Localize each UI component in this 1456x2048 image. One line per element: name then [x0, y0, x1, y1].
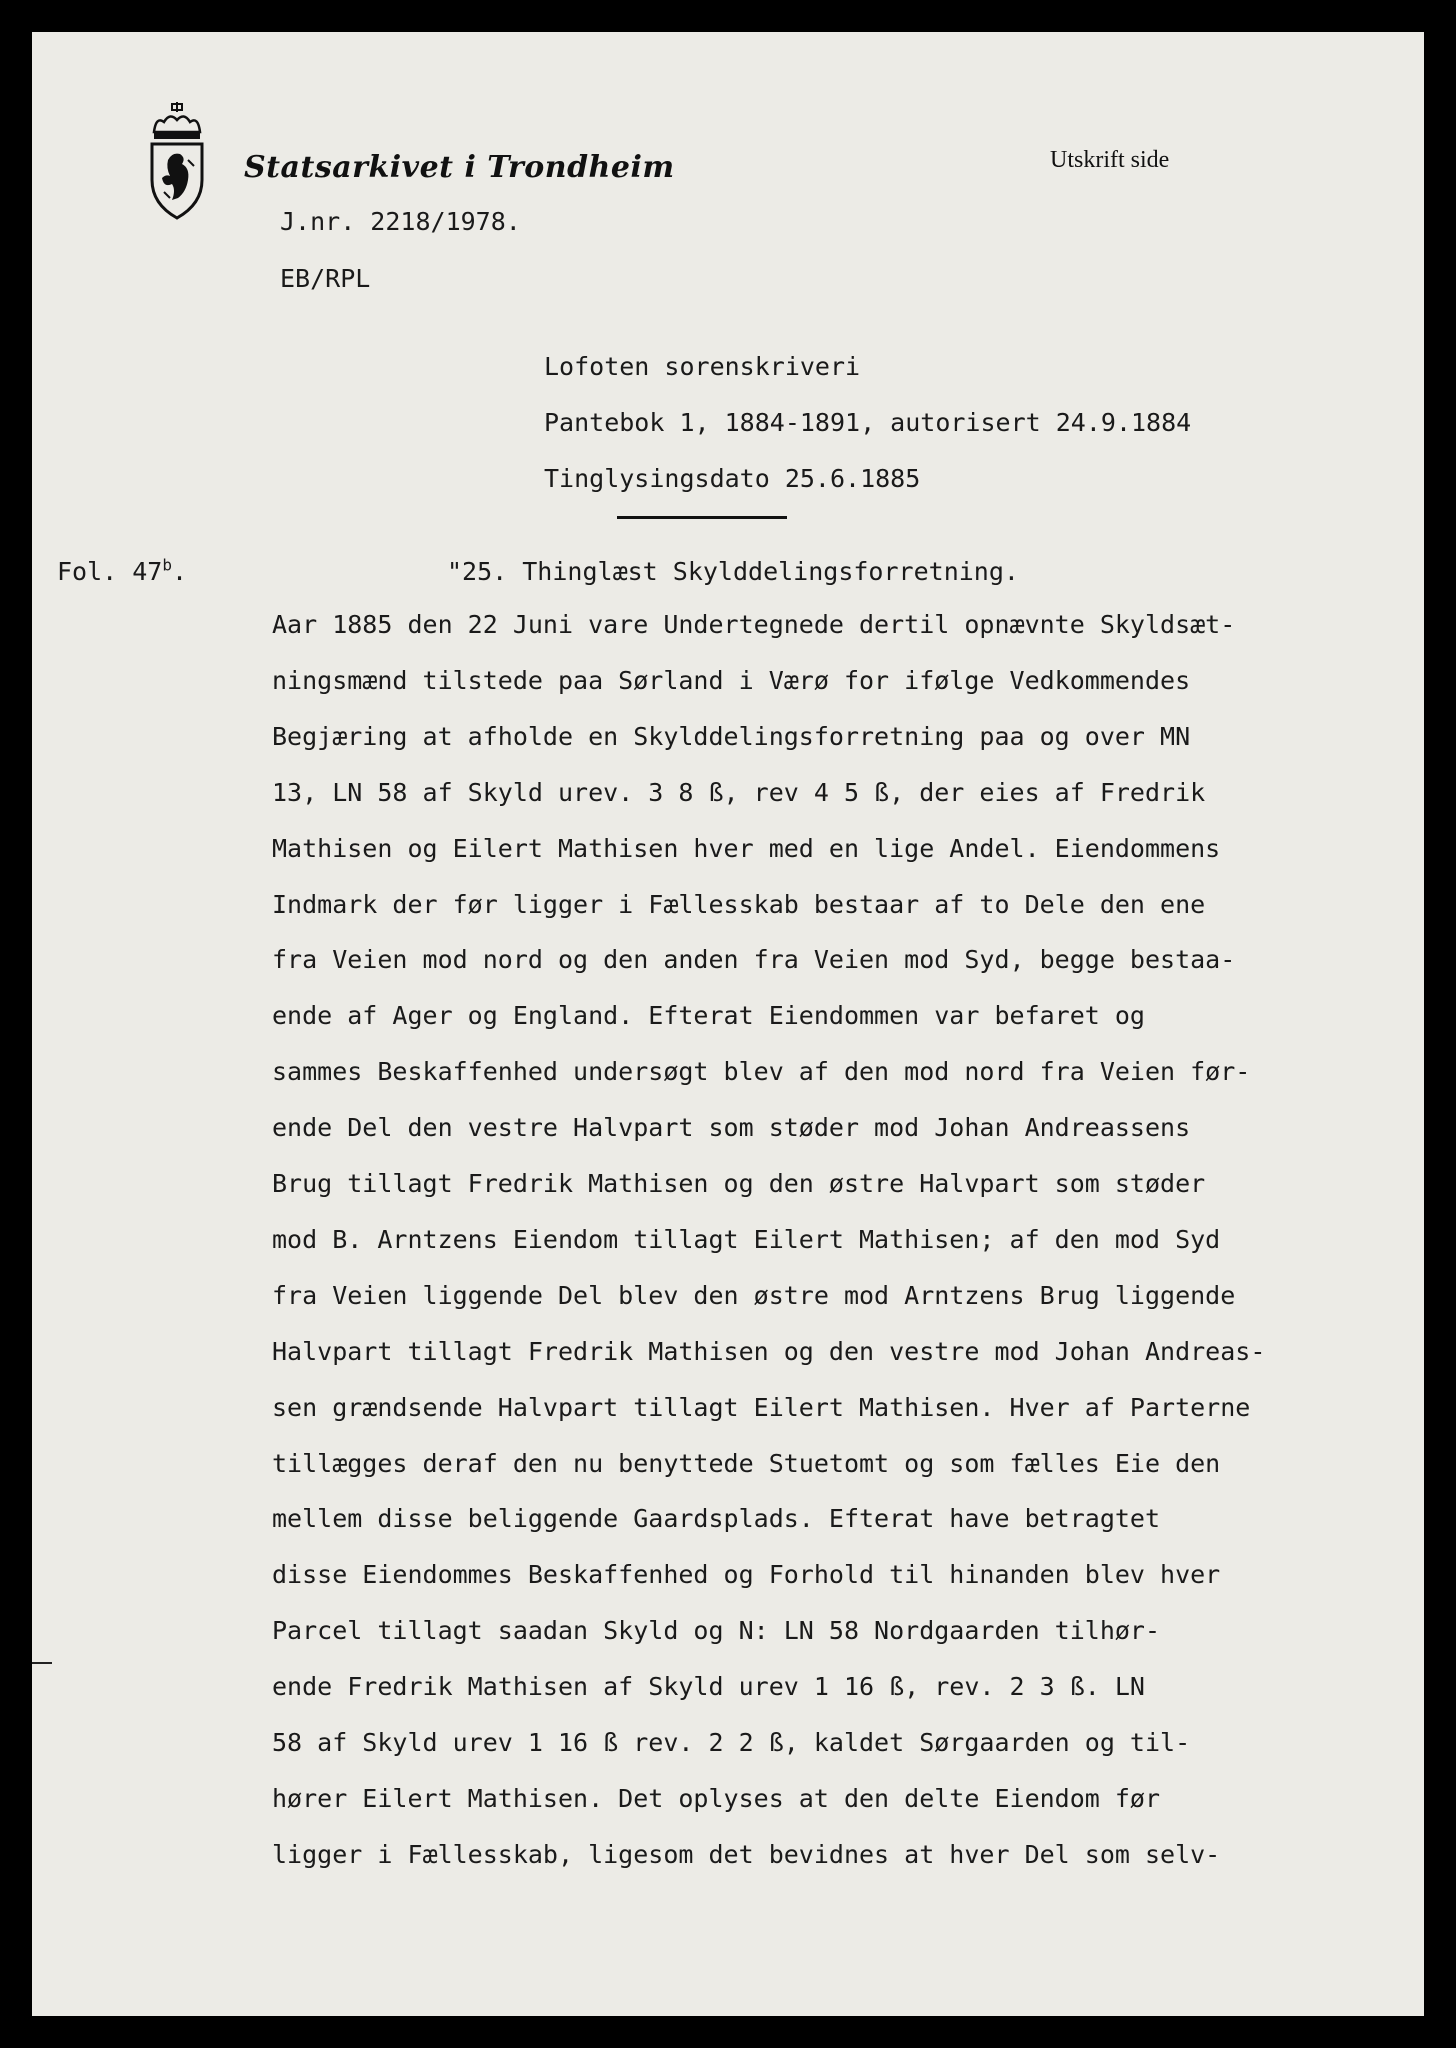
body-line: ende af Ager og England. Efterat Eiendommen var befaret og	[272, 1001, 1145, 1030]
body-line: ende Del den vestre Halvpart som støder mod Johan Andreassens	[272, 1113, 1191, 1142]
entry-heading: "25. Thinglæst Skylddelingsforretning.	[447, 557, 1019, 586]
watermark	[72, 432, 162, 1832]
body-line: ningsmænd tilstede paa Sørland i Værø for ifølge Vedkommendes	[272, 666, 1191, 695]
body-line: Aar 1885 den 22 Juni vare Undertegnede dertil opnævnte Skyldsæt-	[272, 610, 1236, 639]
body-line: 13, LN 58 af Skyld urev. 3 8 ß, rev 4 5 ß, der eies af Fredrik	[272, 778, 1206, 807]
body-line: ligger i Fællesskab, ligesom det bevidnes at hver Del som selv-	[272, 1840, 1221, 1869]
document-page	[32, 32, 1424, 2016]
court-name: Lofoten sorenskriveri	[544, 352, 861, 381]
body-line: sen grændsende Halvpart tillagt Eilert Mathisen. Hver af Parterne	[272, 1393, 1251, 1422]
body-line: disse Eiendommes Beskaffenhed og Forhold til hinanden blev hver	[272, 1560, 1221, 1589]
body-line: Begjæring at afholde en Skylddelingsforretning paa og over MN	[272, 722, 1191, 751]
folio-reference: Fol. 47$^b$.	[57, 555, 188, 586]
body-line: 58 af Skyld urev 1 16 ß rev. 2 2 ß, kaldet Sørgaarden og til-	[272, 1728, 1191, 1757]
initials: EB/RPL	[280, 264, 371, 293]
body-line: hører Eilert Mathisen. Det oplyses at den delte Eiendom før	[272, 1784, 1161, 1813]
registration-date: Tinglysingsdato 25.6.1885	[544, 464, 921, 493]
body-line: Brug tillagt Fredrik Mathisen og den østre Halvpart som støder	[272, 1169, 1206, 1198]
body-line: fra Veien mod nord og den anden fra Veien mod Syd, begge bestaa-	[272, 945, 1236, 974]
body-line: Halvpart tillagt Fredrik Mathisen og den vestre mod Johan Andreas-	[272, 1337, 1266, 1366]
body-line: ende Fredrik Mathisen af Skyld urev 1 16 ß, rev. 2 3 ß. LN	[272, 1672, 1145, 1701]
body-line: sammes Beskaffenhed undersøgt blev af den mod nord fra Veien før-	[272, 1057, 1251, 1086]
printout-page-label: Utskrift side	[1050, 147, 1170, 173]
body-line: tillægges deraf den nu benyttede Stuetomt og som fælles Eie den	[272, 1449, 1221, 1478]
book-reference: Pantebok 1, 1884-1891, autorisert 24.9.1884	[544, 408, 1192, 437]
body-line: Indmark der før ligger i Fællesskab bestaar af to Dele den ene	[272, 890, 1206, 919]
body-line: fra Veien liggende Del blev den østre mod Arntzens Brug liggende	[272, 1281, 1236, 1310]
body-line: Mathisen og Eilert Mathisen hver med en lige Andel. Eiendommens	[272, 834, 1221, 863]
coat-of-arms-icon	[142, 102, 212, 222]
margin-mark	[32, 1662, 52, 1664]
body-line: mod B. Arntzens Eiendom tillagt Eilert Mathisen; af den mod Syd	[272, 1225, 1221, 1254]
archive-name: Statsarkivet i Trondheim	[244, 150, 675, 185]
body-line: mellem disse beliggende Gaardsplads. Efterat have betragtet	[272, 1504, 1161, 1533]
body-line: Parcel tillagt saadan Skyld og N: LN 58 Nordgaarden tilhør-	[272, 1616, 1161, 1645]
divider	[617, 516, 787, 519]
journal-number: J.nr. 2218/1978.	[280, 207, 521, 236]
